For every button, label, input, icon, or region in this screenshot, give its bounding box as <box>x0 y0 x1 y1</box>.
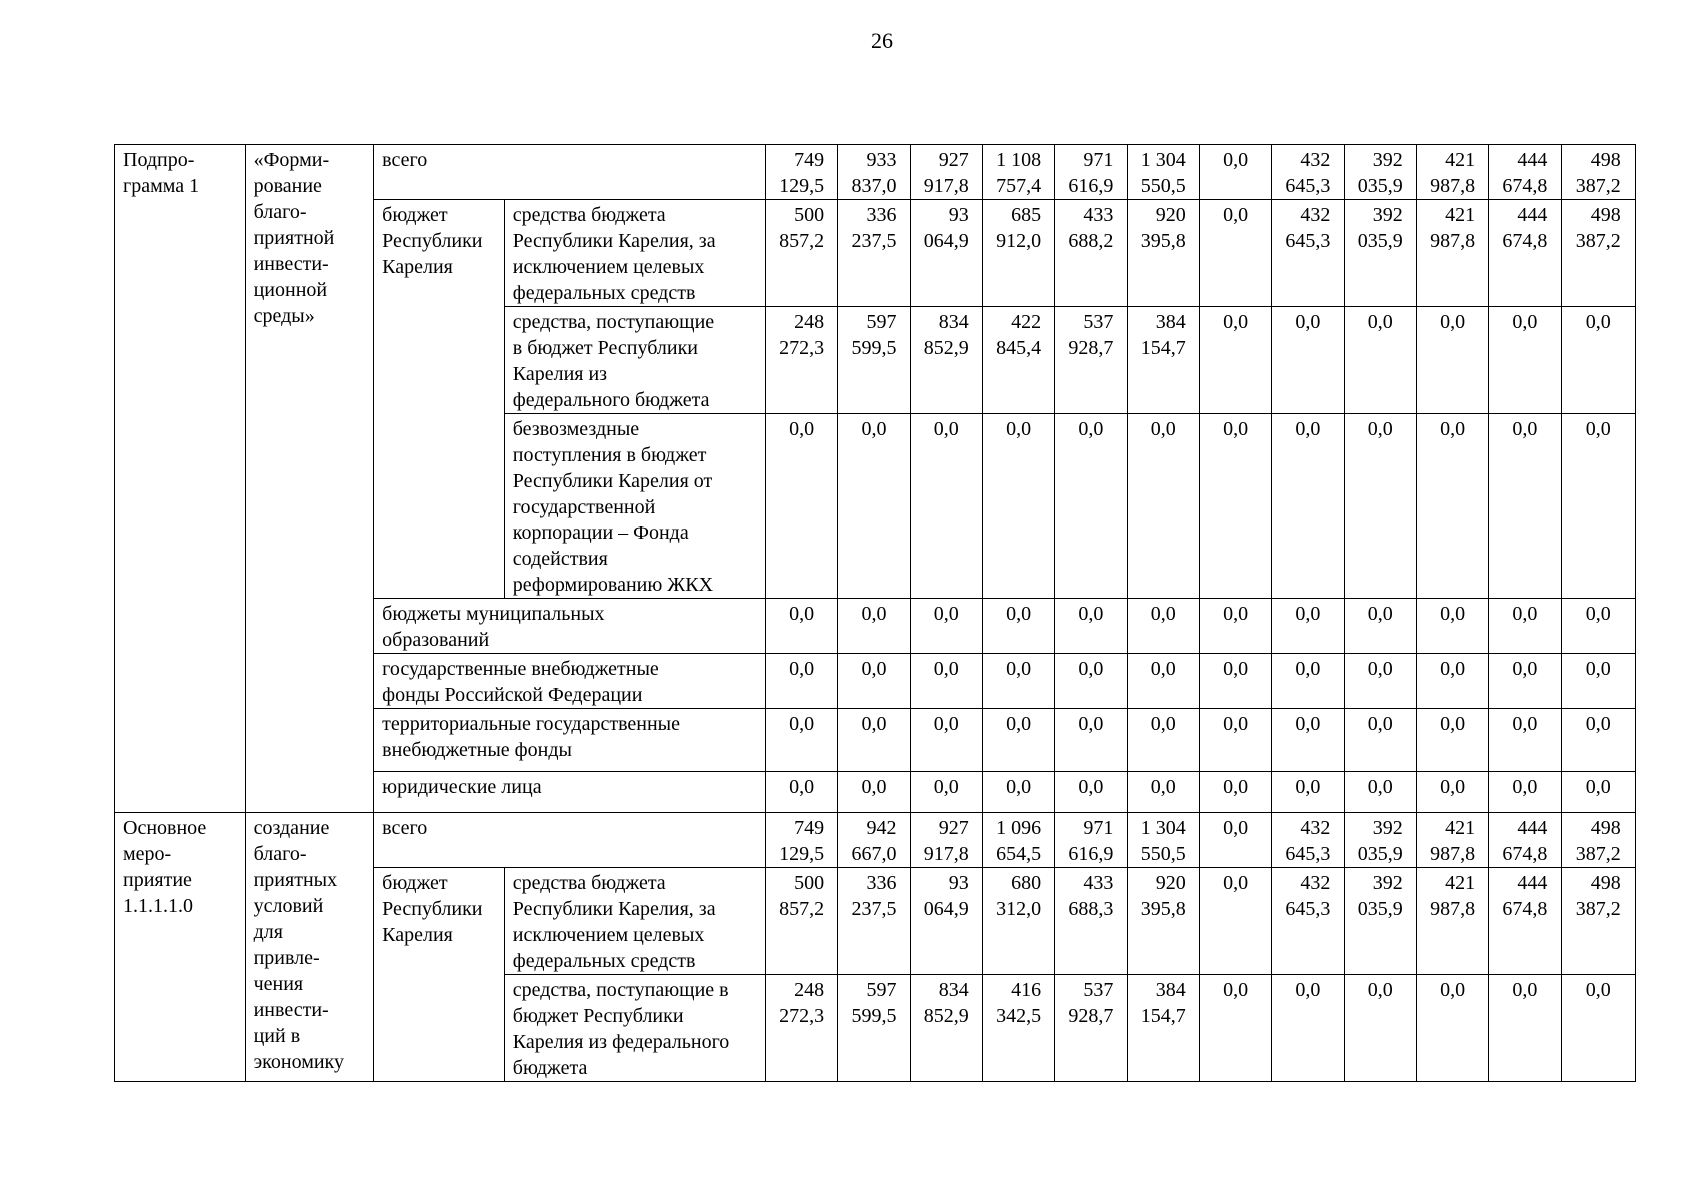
budget-group-label: бюджет Республики Карелия <box>374 200 505 599</box>
value-cell: 0,0 <box>1489 654 1561 709</box>
program-title: «Форми- рование благо- приятной инвести- ционной среды» <box>245 145 374 813</box>
value-cell: 920 395,8 <box>1127 868 1199 975</box>
value-cell: 432 645,3 <box>1272 145 1344 200</box>
value-cell: 0,0 <box>1416 599 1488 654</box>
value-cell: 0,0 <box>1489 975 1561 1082</box>
value-cell: 0,0 <box>1127 414 1199 599</box>
value-cell: 248 272,3 <box>765 975 837 1082</box>
value-cell: 0,0 <box>1561 307 1635 414</box>
value-cell: 421 987,8 <box>1416 200 1488 307</box>
program-label: Основное меро- приятие 1.1.1.1.0 <box>115 813 246 1082</box>
value-cell: 0,0 <box>1055 772 1127 813</box>
value-cell: 0,0 <box>838 414 910 599</box>
value-cell: 498 387,2 <box>1561 200 1635 307</box>
value-cell: 834 852,9 <box>910 307 982 414</box>
value-cell: 421 987,8 <box>1416 813 1488 868</box>
value-cell: 0,0 <box>1561 975 1635 1082</box>
value-cell: 1 304 550,5 <box>1127 145 1199 200</box>
value-cell: 0,0 <box>1199 654 1271 709</box>
value-cell: 0,0 <box>910 709 982 772</box>
value-cell: 0,0 <box>1055 709 1127 772</box>
source-sublabel: средства бюджета Республики Карелия, за исключением целевых федеральных средств <box>504 868 765 975</box>
value-cell: 498 387,2 <box>1561 868 1635 975</box>
value-cell: 444 674,8 <box>1489 813 1561 868</box>
value-cell: 1 096 654,5 <box>982 813 1054 868</box>
value-cell: 432 645,3 <box>1272 813 1344 868</box>
value-cell: 0,0 <box>765 599 837 654</box>
value-cell: 1 304 550,5 <box>1127 813 1199 868</box>
value-cell: 0,0 <box>1127 709 1199 772</box>
value-cell: 0,0 <box>982 772 1054 813</box>
program-label: Подпро- грамма 1 <box>115 145 246 813</box>
value-cell: 0,0 <box>1055 599 1127 654</box>
value-cell: 927 917,8 <box>910 813 982 868</box>
value-cell: 392 035,9 <box>1344 868 1416 975</box>
value-cell: 0,0 <box>1272 307 1344 414</box>
value-cell: 0,0 <box>1416 414 1488 599</box>
value-cell: 0,0 <box>1272 709 1344 772</box>
value-cell: 685 912,0 <box>982 200 1054 307</box>
value-cell: 971 616,9 <box>1055 145 1127 200</box>
source-sublabel: средства бюджета Республики Карелия, за исключением целевых федеральных средств <box>504 200 765 307</box>
value-cell: 0,0 <box>1489 307 1561 414</box>
value-cell: 971 616,9 <box>1055 813 1127 868</box>
value-cell: 0,0 <box>1199 709 1271 772</box>
value-cell: 749 129,5 <box>765 145 837 200</box>
source-label: всего <box>374 813 766 868</box>
source-label: территориальные государственные внебюджетные фонды <box>374 709 766 772</box>
value-cell: 0,0 <box>1055 414 1127 599</box>
value-cell: 392 035,9 <box>1344 200 1416 307</box>
value-cell: 0,0 <box>838 772 910 813</box>
value-cell: 0,0 <box>1199 975 1271 1082</box>
value-cell: 0,0 <box>1344 654 1416 709</box>
source-sublabel: средства, поступающие в бюджет Республики Карелия из федерального бюджета <box>504 307 765 414</box>
value-cell: 0,0 <box>1416 975 1488 1082</box>
value-cell: 248 272,3 <box>765 307 837 414</box>
program-title: создание благо- приятных условий для привле- чения инвести- ций в экономику <box>245 813 374 1082</box>
value-cell: 432 645,3 <box>1272 868 1344 975</box>
value-cell: 498 387,2 <box>1561 145 1635 200</box>
budget-group-label: бюджет Республики Карелия <box>374 868 505 1082</box>
value-cell: 432 645,3 <box>1272 200 1344 307</box>
value-cell: 0,0 <box>1272 975 1344 1082</box>
value-cell: 0,0 <box>1127 772 1199 813</box>
source-label: юридические лица <box>374 772 766 813</box>
value-cell: 0,0 <box>1055 654 1127 709</box>
value-cell: 749 129,5 <box>765 813 837 868</box>
value-cell: 927 917,8 <box>910 145 982 200</box>
budget-table <box>114 144 1636 1082</box>
value-cell: 0,0 <box>1416 654 1488 709</box>
value-cell: 336 237,5 <box>838 868 910 975</box>
value-cell: 0,0 <box>1561 709 1635 772</box>
value-cell: 0,0 <box>1344 975 1416 1082</box>
value-cell: 444 674,8 <box>1489 145 1561 200</box>
value-cell: 0,0 <box>1416 307 1488 414</box>
value-cell: 0,0 <box>838 654 910 709</box>
source-sublabel: средства, поступающие в бюджет Республики Карелия из федерального бюджета <box>504 975 765 1082</box>
value-cell: 93 064,9 <box>910 200 982 307</box>
value-cell: 933 837,0 <box>838 145 910 200</box>
value-cell: 0,0 <box>1127 654 1199 709</box>
value-cell: 0,0 <box>1344 772 1416 813</box>
value-cell: 444 674,8 <box>1489 868 1561 975</box>
value-cell: 0,0 <box>1561 599 1635 654</box>
value-cell: 0,0 <box>1199 414 1271 599</box>
value-cell: 0,0 <box>1199 813 1271 868</box>
value-cell: 0,0 <box>765 654 837 709</box>
value-cell: 0,0 <box>765 772 837 813</box>
source-sublabel: безвозмездные поступления в бюджет Республики Карелия от государственной корпорации – Фонда содействия реформированию ЖКХ <box>504 414 765 599</box>
value-cell: 0,0 <box>1199 200 1271 307</box>
value-cell: 0,0 <box>1344 307 1416 414</box>
value-cell: 433 688,2 <box>1055 200 1127 307</box>
value-cell: 0,0 <box>1489 772 1561 813</box>
value-cell: 498 387,2 <box>1561 813 1635 868</box>
source-label: всего <box>374 145 766 200</box>
value-cell: 834 852,9 <box>910 975 982 1082</box>
page-number: 26 <box>871 28 893 53</box>
value-cell: 0,0 <box>1272 599 1344 654</box>
value-cell: 0,0 <box>1272 772 1344 813</box>
value-cell: 537 928,7 <box>1055 307 1127 414</box>
value-cell: 0,0 <box>910 414 982 599</box>
value-cell: 93 064,9 <box>910 868 982 975</box>
value-cell: 0,0 <box>1489 414 1561 599</box>
value-cell: 0,0 <box>1561 654 1635 709</box>
value-cell: 537 928,7 <box>1055 975 1127 1082</box>
value-cell: 416 342,5 <box>982 975 1054 1082</box>
value-cell: 1 108 757,4 <box>982 145 1054 200</box>
value-cell: 433 688,3 <box>1055 868 1127 975</box>
value-cell: 0,0 <box>982 414 1054 599</box>
value-cell: 444 674,8 <box>1489 200 1561 307</box>
value-cell: 0,0 <box>1199 307 1271 414</box>
value-cell: 0,0 <box>1127 599 1199 654</box>
value-cell: 0,0 <box>1272 654 1344 709</box>
value-cell: 336 237,5 <box>838 200 910 307</box>
value-cell: 920 395,8 <box>1127 200 1199 307</box>
value-cell: 0,0 <box>1561 414 1635 599</box>
value-cell: 0,0 <box>1489 709 1561 772</box>
value-cell: 0,0 <box>910 599 982 654</box>
value-cell: 0,0 <box>982 599 1054 654</box>
value-cell: 0,0 <box>1344 599 1416 654</box>
value-cell: 421 987,8 <box>1416 868 1488 975</box>
value-cell: 0,0 <box>1199 868 1271 975</box>
value-cell: 0,0 <box>838 599 910 654</box>
value-cell: 0,0 <box>1561 772 1635 813</box>
value-cell: 384 154,7 <box>1127 975 1199 1082</box>
value-cell: 0,0 <box>1416 709 1488 772</box>
value-cell: 0,0 <box>838 709 910 772</box>
value-cell: 0,0 <box>910 654 982 709</box>
value-cell: 0,0 <box>1272 414 1344 599</box>
value-cell: 421 987,8 <box>1416 145 1488 200</box>
value-cell: 0,0 <box>982 709 1054 772</box>
value-cell: 384 154,7 <box>1127 307 1199 414</box>
table-row <box>115 813 1636 868</box>
source-label: государственные внебюджетные фонды Российской Федерации <box>374 654 766 709</box>
value-cell: 0,0 <box>1416 772 1488 813</box>
value-cell: 942 667,0 <box>838 813 910 868</box>
value-cell: 0,0 <box>1344 709 1416 772</box>
source-label: бюджеты муниципальных образований <box>374 599 766 654</box>
value-cell: 680 312,0 <box>982 868 1054 975</box>
value-cell: 0,0 <box>1199 599 1271 654</box>
value-cell: 422 845,4 <box>982 307 1054 414</box>
value-cell: 0,0 <box>1199 772 1271 813</box>
value-cell: 0,0 <box>1344 414 1416 599</box>
value-cell: 597 599,5 <box>838 307 910 414</box>
table-row <box>115 145 1636 200</box>
value-cell: 0,0 <box>1489 599 1561 654</box>
value-cell: 392 035,9 <box>1344 813 1416 868</box>
value-cell: 0,0 <box>910 772 982 813</box>
value-cell: 597 599,5 <box>838 975 910 1082</box>
value-cell: 0,0 <box>765 414 837 599</box>
value-cell: 0,0 <box>1199 145 1271 200</box>
value-cell: 0,0 <box>982 654 1054 709</box>
value-cell: 392 035,9 <box>1344 145 1416 200</box>
value-cell: 500 857,2 <box>765 200 837 307</box>
value-cell: 500 857,2 <box>765 868 837 975</box>
value-cell: 0,0 <box>765 709 837 772</box>
